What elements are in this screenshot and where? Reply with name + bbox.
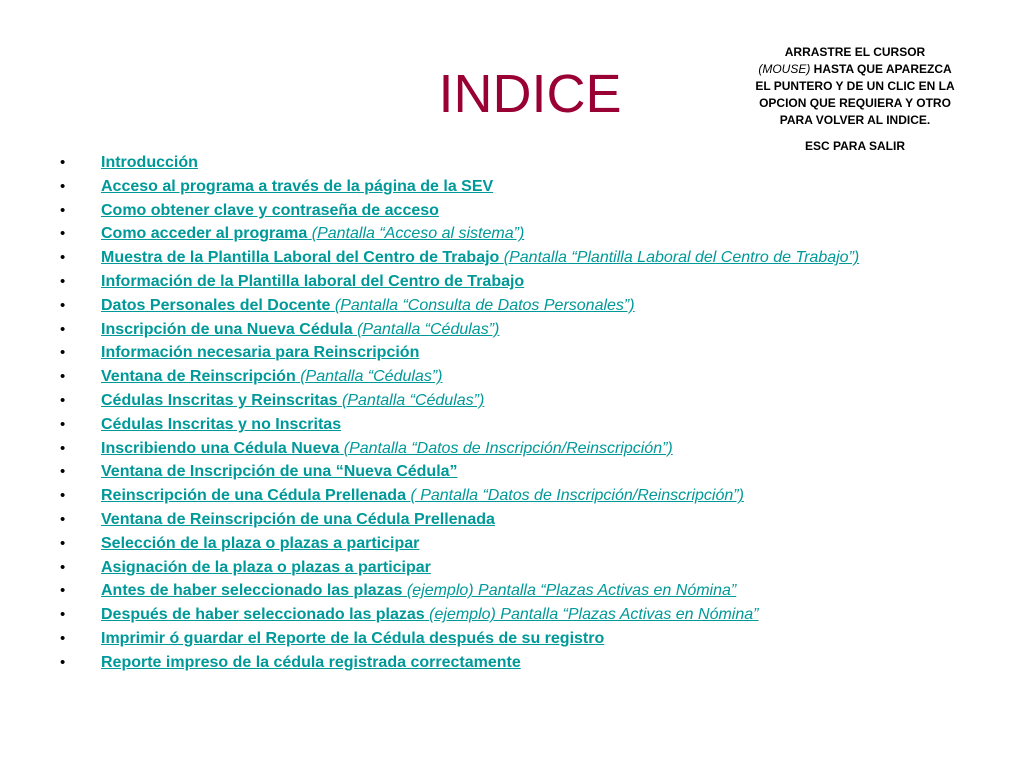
bullet-icon: • xyxy=(60,510,66,528)
index-link-title: Información necesaria para Reinscripción xyxy=(101,344,420,362)
instructions-line2: HASTA QUE APAREZCA EL PUNTERO Y DE UN CLIC EN LA OPCION QUE REQUIERA Y OTRO PARA VOLVER AL INDICE. xyxy=(755,62,955,127)
instructions-mouse: (MOUSE) xyxy=(758,62,811,76)
index-link[interactable] xyxy=(101,273,524,290)
list-item xyxy=(56,556,971,580)
bullet-icon: • xyxy=(60,653,66,671)
index-link-subtitle: (Pantalla “Acceso al sistema”) xyxy=(311,225,525,243)
index-link-title: Antes de haber seleccionado las plazas xyxy=(101,582,403,600)
index-link[interactable] xyxy=(101,225,524,242)
list-item xyxy=(56,222,971,246)
index-link-title: Información de la Plantilla laboral del Centro de Trabajo xyxy=(101,272,525,290)
list-item xyxy=(56,246,971,270)
bullet-icon: • xyxy=(60,415,66,433)
index-link-title: Inscribiendo una Cédula Nueva xyxy=(101,439,340,457)
index-link[interactable] xyxy=(101,582,736,599)
instructions-text xyxy=(752,44,958,129)
index-link[interactable] xyxy=(101,202,439,219)
bullet-icon: • xyxy=(60,606,66,624)
bullet-icon: • xyxy=(60,225,66,243)
index-link-subtitle: (ejemplo) Pantalla “Plazas Activas en Nómina” xyxy=(429,606,759,624)
index-link-title: Inscripción de una Nueva Cédula xyxy=(101,320,353,338)
index-link-subtitle: (ejemplo) Pantalla “Plazas Activas en Nómina” xyxy=(406,582,737,600)
list-item xyxy=(56,365,971,389)
index-link-title: Ventana de Reinscripción de una Cédula Prellenada xyxy=(101,510,495,528)
index-link-subtitle: (Pantalla “Consulta de Datos Personales”) xyxy=(334,296,635,314)
bullet-icon: • xyxy=(60,249,66,267)
list-item xyxy=(56,437,971,461)
list-item xyxy=(56,508,971,532)
list-item xyxy=(56,341,971,365)
index-link[interactable] xyxy=(101,654,521,671)
page-title: INDICE xyxy=(438,64,622,124)
index-link-title: Cédulas Inscritas y Reinscritas xyxy=(101,391,338,409)
index-link[interactable] xyxy=(101,297,635,314)
bullet-icon: • xyxy=(60,463,66,481)
index-link-title: Ventana de Reinscripción xyxy=(101,368,296,386)
list-item xyxy=(56,199,971,223)
index-link[interactable] xyxy=(101,392,484,409)
index-link[interactable] xyxy=(101,487,744,504)
index-link[interactable] xyxy=(101,463,458,480)
bullet-icon: • xyxy=(60,177,66,195)
instructions-esc: ESC PARA SALIR xyxy=(804,139,905,153)
list-item xyxy=(56,579,971,603)
index-link[interactable] xyxy=(101,178,493,195)
bullet-icon: • xyxy=(60,201,66,219)
index-link-title: Selección de la plaza o plazas a participar xyxy=(101,534,420,552)
list-item xyxy=(56,175,971,199)
bullet-icon: • xyxy=(60,154,66,171)
index-link[interactable] xyxy=(101,606,758,623)
list-item xyxy=(56,484,971,508)
list-item xyxy=(56,151,971,175)
index-link[interactable] xyxy=(101,321,499,338)
instructions-note xyxy=(752,44,958,155)
index-link-subtitle: ( Pantalla “Datos de Inscripción/Reinscripción”) xyxy=(410,487,744,505)
list-item xyxy=(56,651,971,675)
bullet-icon: • xyxy=(60,534,66,552)
bullet-icon: • xyxy=(60,582,66,600)
index-link-subtitle: (Pantalla “Cédulas”) xyxy=(357,320,500,338)
index-link-title: Después de haber seleccionado las plazas xyxy=(101,606,425,624)
index-link-title: Asignación de la plaza o plazas a participar xyxy=(101,558,431,576)
list-item xyxy=(56,627,971,651)
index-link-title: Reporte impreso de la cédula registrada correctamente xyxy=(101,653,521,671)
index-link-title: Acceso al programa a través de la página de la SEV xyxy=(101,177,494,195)
index-link[interactable] xyxy=(101,249,859,266)
index-link-title: Reinscripción de una Cédula Prellenada xyxy=(101,487,406,505)
index-link-subtitle: (Pantalla “Plantilla Laboral del Centro de Trabajo”) xyxy=(503,249,860,267)
index-link[interactable] xyxy=(101,344,419,361)
index-link-title: Cédulas Inscritas y no Inscritas xyxy=(101,415,342,433)
list-item xyxy=(56,294,971,318)
bullet-icon: • xyxy=(60,558,66,576)
index-link-subtitle: (Pantalla “Cédulas”) xyxy=(300,368,443,386)
bullet-icon: • xyxy=(60,272,66,290)
instructions-line1: ARRASTRE EL CURSOR xyxy=(784,45,926,59)
index-link[interactable] xyxy=(101,440,673,457)
index-link-title: Como acceder al programa xyxy=(101,225,308,243)
bullet-icon: • xyxy=(60,344,66,362)
index-link-title: Introducción xyxy=(101,154,198,171)
bullet-icon: • xyxy=(60,368,66,386)
bullet-icon: • xyxy=(60,320,66,338)
index-link-title: Muestra de la Plantilla Laboral del Centro de Trabajo xyxy=(101,249,500,267)
index-link[interactable] xyxy=(101,154,198,171)
list-item xyxy=(56,389,971,413)
bullet-icon: • xyxy=(60,296,66,314)
list-item xyxy=(56,460,971,484)
index-link[interactable] xyxy=(101,511,495,528)
list-item xyxy=(56,603,971,627)
list-item xyxy=(56,413,971,437)
index-link[interactable] xyxy=(101,368,442,385)
index-link[interactable] xyxy=(101,559,431,576)
index-link-subtitle: (Pantalla “Datos de Inscripción/Reinscripción”) xyxy=(343,439,673,457)
list-item xyxy=(56,318,971,342)
index-link[interactable] xyxy=(101,630,604,647)
index-link[interactable] xyxy=(101,416,341,433)
index-link[interactable] xyxy=(101,535,419,552)
index-link-title: Como obtener clave y contraseña de acceso xyxy=(101,201,439,219)
bullet-icon: • xyxy=(60,439,66,457)
index-link-title: Ventana de Inscripción de una “Nueva Cédula” xyxy=(101,463,458,481)
bullet-icon: • xyxy=(60,487,66,505)
bullet-icon: • xyxy=(60,391,66,409)
index-link-title: Imprimir ó guardar el Reporte de la Cédula después de su registro xyxy=(101,629,605,647)
list-item xyxy=(56,270,971,294)
bullet-icon: • xyxy=(60,629,66,647)
list-item xyxy=(56,532,971,556)
index-list xyxy=(56,151,971,675)
index-link-subtitle: (Pantalla “Cédulas”) xyxy=(342,391,485,409)
index-link-title: Datos Personales del Docente xyxy=(101,296,331,314)
